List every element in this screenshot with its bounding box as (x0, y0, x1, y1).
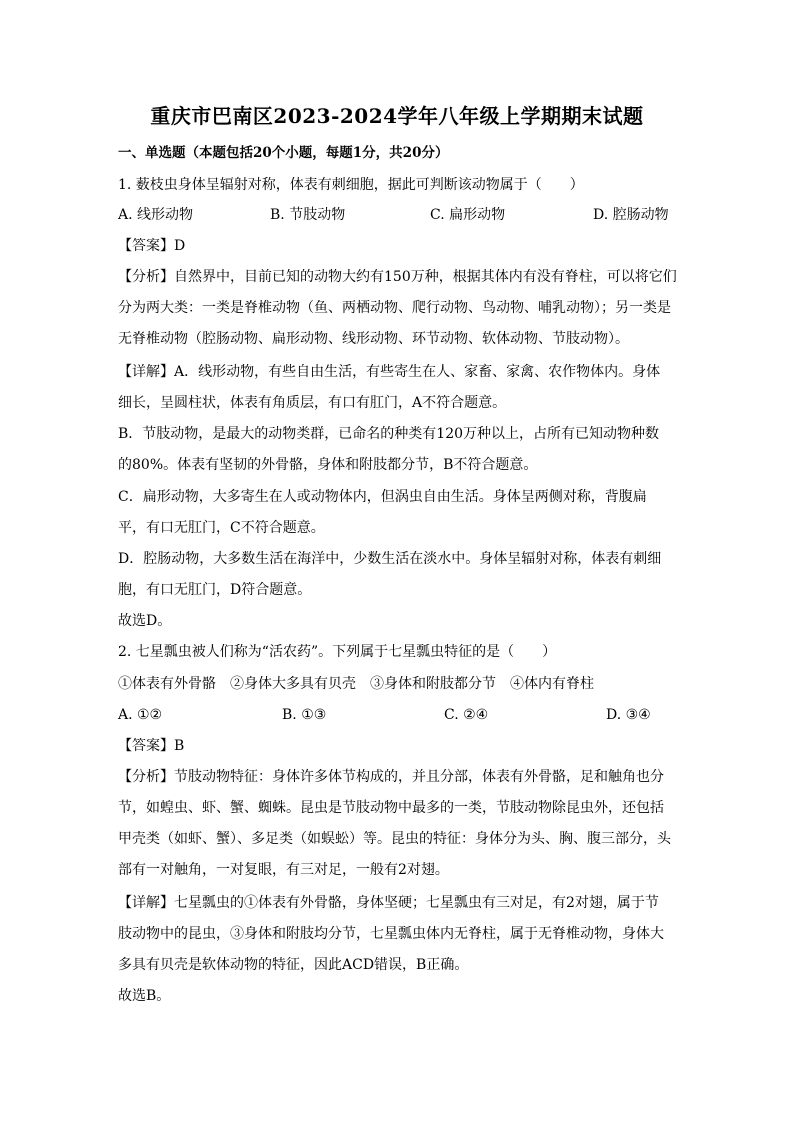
q1-analysis-line: 分为两大类：一类是脊椎动物（鱼、两栖动物、爬行动物、鸟动物、哺乳动物）；另一类是 (118, 300, 671, 316)
q1-answer: 【答案】D (118, 238, 186, 254)
q1-detail-line: 胞，有口无肛门，D符合题意。 (118, 582, 312, 598)
q1-option-a: A. 线形动物 (118, 207, 194, 223)
q2-option-d: D. ③④ (606, 707, 651, 723)
question-1-stem: 1. 薮枝虫身体呈辐射对称，体表有刺细胞，据此可判断该动物属于（ ） (118, 177, 584, 193)
q1-option-d: D. 腔肠动物 (593, 207, 669, 223)
q2-detail-line: 多具有贝壳是软体动物的特征，因此ACD错误，B正确。 (118, 957, 469, 973)
q2-analysis-line: 节，如蝗虫、虾、蟹、蜘蛛。昆虫是节肢动物中最多的一类，节肢动物除昆虫外，还包括 (118, 800, 664, 816)
q1-detail-line: C．扁形动物，大多寄生在人或动物体内，但涡虫自由生活。身体呈两侧对称，背腹扁 (118, 489, 647, 505)
q2-option-b: B. ①③ (282, 707, 327, 723)
q1-detail-line: 的80%。体表有坚韧的外骨骼，身体和附肢都分节，B不符合题意。 (118, 457, 538, 473)
q2-option-c: C. ②④ (444, 707, 489, 723)
q1-detail-line: B．节肢动物，是最大的动物类群，已命名的种类有120万种以上，占所有已知动物种数 (118, 426, 660, 442)
section-header: 一、单选题（本题包括20个小题，每题1分，共20分） (118, 145, 449, 161)
q1-analysis-line: 无脊椎动物（腔肠动物、扁形动物、线形动物、环节动物、软体动物、节肢动物）。 (118, 331, 629, 347)
q2-analysis-line: 部有一对触角，一对复眼，有三对足，一般有2对翅。 (118, 862, 449, 878)
page-title: 重庆市巴南区2023-2024学年八年级上学期期末试题 (150, 104, 644, 128)
q1-detail-line: D．腔肠动物，大多数生活在海洋中，少数生活在淡水中。身体呈辐射对称，体表有刺细 (118, 551, 662, 567)
q2-statements: ①体表有外骨骼 ②身体大多具有贝壳 ③身体和附肢都分节 ④体内有脊柱 (118, 676, 594, 692)
q1-conclusion: 故选D。 (118, 613, 172, 629)
q2-detail-line: 肢动物中的昆虫，③身体和附肢均分节，七星瓢虫体内无脊柱，属于无脊椎动物，身体大 (118, 926, 664, 942)
q2-answer: 【答案】B (118, 738, 185, 754)
q1-detail-line: 平，有口无肛门，C不符合题意。 (118, 520, 325, 536)
q2-analysis-line: 甲壳类（如虾、蟹）、多足类（如蜈蚣）等。昆虫的特征：身体分为头、胸、腹三部分，头 (118, 831, 671, 847)
q2-analysis-line: 【分析】节肢动物特征：身体许多体节构成的，并且分部，体表有外骨骼，足和触角也分 (118, 769, 664, 785)
q1-option-b: B. 节肢动物 (270, 207, 346, 223)
q2-conclusion: 故选B。 (118, 988, 171, 1004)
q1-detail-line: 细长，呈圆柱状，体表有角质层，有口有肛门，A不符合题意。 (118, 395, 507, 411)
q2-option-a: A. ①② (118, 707, 163, 723)
q1-option-c: C. 扁形动物 (430, 207, 506, 223)
q2-detail-line: 【详解】七星瓢虫的①体表有外骨骼，身体坚硬；七星瓢虫有三对足，有2对翅，属于节 (118, 895, 659, 911)
q1-detail-line: 【详解】A．线形动物，有些自由生活，有些寄生在人、家畜、家禽、农作物体内。身体 (118, 364, 661, 380)
question-2-stem: 2. 七星瓢虫被人们称为“活农药”。下列属于七星瓢虫特征的是（ ） (118, 644, 557, 660)
q1-analysis-line: 【分析】自然界中，目前已知的动物大约有150万种，根据其体内有没有脊柱，可以将它们 (118, 269, 677, 285)
